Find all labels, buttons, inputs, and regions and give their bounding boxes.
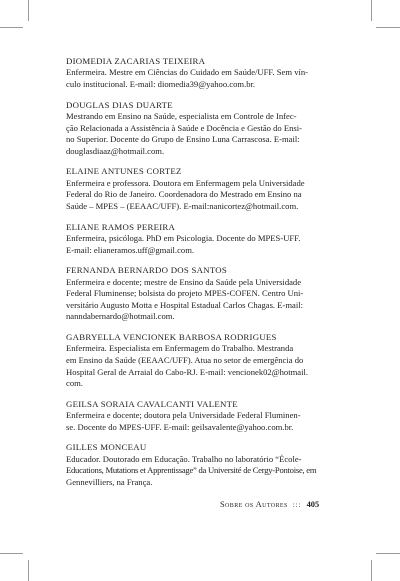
bio-line: Hospital Geral de Arraial do Cabo-RJ. E-mail: vencionek02@hotmail.	[66, 366, 309, 377]
author-name: DIOMEDIA ZACARIAS TEIXEIRA	[66, 56, 206, 66]
bio-line: Enfermeira e docente; doutora pela Universidade Federal Fluminen-	[66, 410, 301, 421]
bio-line: Federal Fluminense; bolsista do projeto MPES-COFEN. Centro Uni-	[66, 288, 304, 299]
bio-line: Gennevilliers, na França.	[66, 476, 153, 487]
bio-line: Educador. Doutorado em Educação. Trabalho no laboratório “École-	[66, 453, 302, 464]
bio-line: Mestrando em Ensino na Saúde, especialista em Controle de Infec-	[66, 111, 297, 121]
bio-line: em Ensino da Saúde (EEAAC/UFF). Atua no setor de emergência do	[66, 354, 304, 365]
bio-line: versitário Augusto Motta e Hospital Estadual Carlos Chagas. E-mail:	[66, 299, 304, 310]
author-entry	[66, 100, 316, 158]
footer-separator: :::	[292, 501, 302, 509]
bio-line: Saúde – MPES – (EEAAC/UFF). E-mail:nanicortez@hotmail.com.	[66, 200, 299, 211]
author-entry	[66, 442, 316, 488]
bio-line: douglasdiaaz@hotmail.com.	[66, 145, 165, 156]
author-bio	[66, 410, 316, 433]
author-bio	[66, 67, 316, 90]
author-bio	[66, 111, 316, 157]
bio-line: Enfermeira e professora. Doutora em Enfermagem pela Universidade	[66, 177, 305, 188]
running-section-title: Sobre os Autores	[220, 500, 288, 509]
author-name: ELAINE ANTUNES CORTEZ	[66, 166, 182, 177]
bio-line: Enfermeira, psicóloga. PhD em Psicologia. Docente do MPES-UFF.	[66, 232, 301, 243]
bio-line: Educations, Mutations et Apprentissage” da Université de Cergy-Pontoise, em	[66, 465, 317, 476]
author-entry	[66, 222, 316, 257]
page-footer	[220, 499, 345, 511]
crop-mark-bottom-left-v	[28, 560, 29, 581]
crop-mark-top-right-v	[371, 0, 372, 21]
author-name: GEILSA SORAIA CAVALCANTI VALENTE	[66, 398, 238, 409]
author-entry	[66, 399, 316, 434]
page-number: 405	[306, 500, 320, 509]
bio-line: com.	[66, 378, 83, 389]
crop-mark-bottom-left-h	[0, 553, 23, 554]
author-entry	[66, 166, 316, 212]
author-name: FERNANDA BERNARDO DOS SANTOS	[66, 265, 228, 276]
author-name: DOUGLAS DIAS DUARTE	[66, 99, 173, 110]
crop-mark-top-right-h	[376, 27, 400, 28]
author-list	[66, 56, 316, 498]
author-bio	[66, 178, 316, 213]
bio-line: E-mail: elianeramos.uff@gmail.com.	[66, 244, 195, 255]
author-name: GILLES MONCEAU	[66, 442, 147, 453]
bio-line: se. Docente do MPES-UFF. E-mail: geilsavalente@yahoo.com.br.	[66, 421, 294, 432]
crop-mark-bottom-right-h	[376, 553, 400, 554]
bio-line: Enfermeira. Especialista em Enfermagem do Trabalho. Mestranda	[66, 343, 294, 354]
author-entry	[66, 265, 316, 323]
bio-line: culo institucional. E-mail: diomedia39@yahoo.com.br.	[66, 79, 256, 89]
bio-line: no Superior. Docente do Grupo de Ensino Luna Carrascosa. E-mail:	[66, 134, 300, 145]
bio-line: nanndabernardo@hotmail.com.	[66, 311, 175, 322]
author-bio	[66, 277, 316, 323]
author-bio	[66, 233, 316, 256]
bio-line: Enfermeira. Mestre em Ciências do Cuidado em Saúde/UFF. Sem vín-	[66, 67, 309, 78]
bio-line: Enfermeira e docente; mestre de Ensino da Saúde pela Universidade	[66, 276, 302, 287]
author-name: GABRYELLA VENCIONEK BARBOSA RODRIGUES	[66, 331, 277, 342]
author-bio	[66, 343, 316, 389]
author-entry	[66, 56, 316, 91]
crop-mark-top-left-v	[28, 0, 29, 21]
crop-mark-bottom-right-v	[371, 560, 372, 581]
bio-line: Federal do Rio de Janeiro. Coordenadora do Mestrado em Ensino na	[66, 189, 302, 200]
author-entry	[66, 332, 316, 390]
author-name: ELIANE RAMOS PEREIRA	[66, 221, 176, 232]
crop-mark-top-left-h	[0, 27, 23, 28]
author-bio	[66, 454, 316, 489]
bio-line: ção Relacionada a Assistência à Saúde e Docência e Gestão do Ensi-	[66, 122, 302, 133]
